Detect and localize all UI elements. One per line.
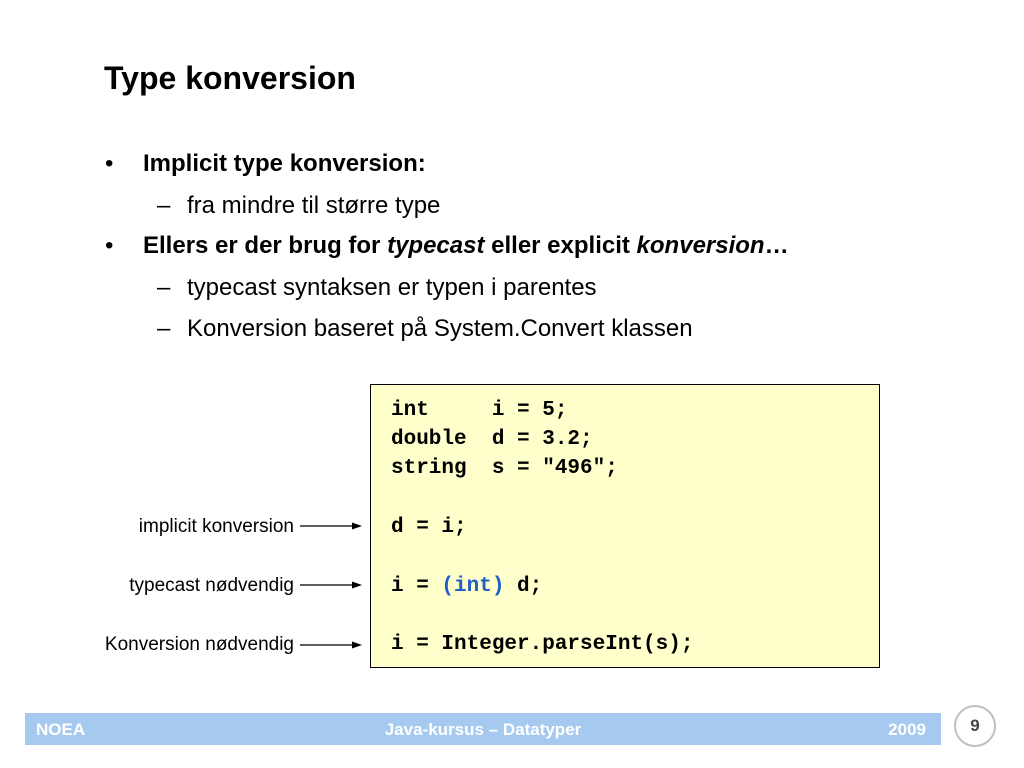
- slide-title: Type konversion: [104, 60, 356, 96]
- subbullet-smaller-to-larger: [157, 192, 441, 220]
- bullet-text-part: eller explicit: [484, 232, 637, 259]
- dash-marker: –: [157, 274, 171, 301]
- footer-bar: [25, 713, 941, 745]
- dash-marker: –: [157, 315, 171, 342]
- bullet-text-italic-konversion: konversion: [636, 232, 765, 259]
- subbullet-typecast-syntax: [157, 274, 597, 302]
- annotation-typecast: typecast nødvendig: [129, 575, 294, 596]
- bullet-typecast: [105, 232, 789, 260]
- bullet-implicit: [105, 150, 426, 178]
- arrow-icon: [300, 580, 362, 590]
- subbullet-text: typecast syntaksen er typen i parentes: [187, 274, 597, 301]
- footer-organization: NOEA: [36, 720, 86, 739]
- code-cast: (int): [441, 575, 505, 598]
- annotation-implicit: implicit konversion: [138, 516, 294, 537]
- arrow-icon: [300, 521, 362, 531]
- code-line-double: double d = 3.2;: [391, 428, 593, 451]
- bullet-marker: •: [105, 232, 114, 259]
- footer-course-title: Java-kursus – Datatyper: [384, 720, 582, 739]
- bullet-text: Implicit type konversion:: [143, 150, 426, 177]
- code-line-int: int i = 5;: [391, 399, 568, 422]
- arrow-icon: [300, 640, 362, 650]
- code-line-typecast: [391, 575, 542, 598]
- code-assign: i =: [391, 575, 442, 598]
- dash-marker: –: [157, 192, 171, 219]
- footer-year: 2009: [888, 720, 926, 739]
- code-box: [370, 384, 880, 668]
- annotation-konversion: Konversion nødvendig: [104, 634, 294, 655]
- bullet-marker: •: [105, 150, 114, 177]
- bullet-text-part: …: [764, 232, 789, 259]
- code-line-string: string s = "496";: [391, 457, 618, 480]
- page-number: 9: [954, 705, 996, 747]
- bullet-text-part: Ellers er der brug for: [143, 232, 388, 259]
- code-line-implicit: d = i;: [391, 516, 467, 539]
- subbullet-text: Konversion baseret på System.Convert klassen: [187, 315, 693, 342]
- code-operand: d;: [504, 575, 543, 598]
- subbullet-text: fra mindre til større type: [187, 192, 441, 219]
- subbullet-system-convert: [157, 315, 693, 343]
- bullet-text-italic-typecast: typecast: [387, 232, 485, 259]
- code-line-parse: i = Integer.parseInt(s);: [391, 633, 694, 656]
